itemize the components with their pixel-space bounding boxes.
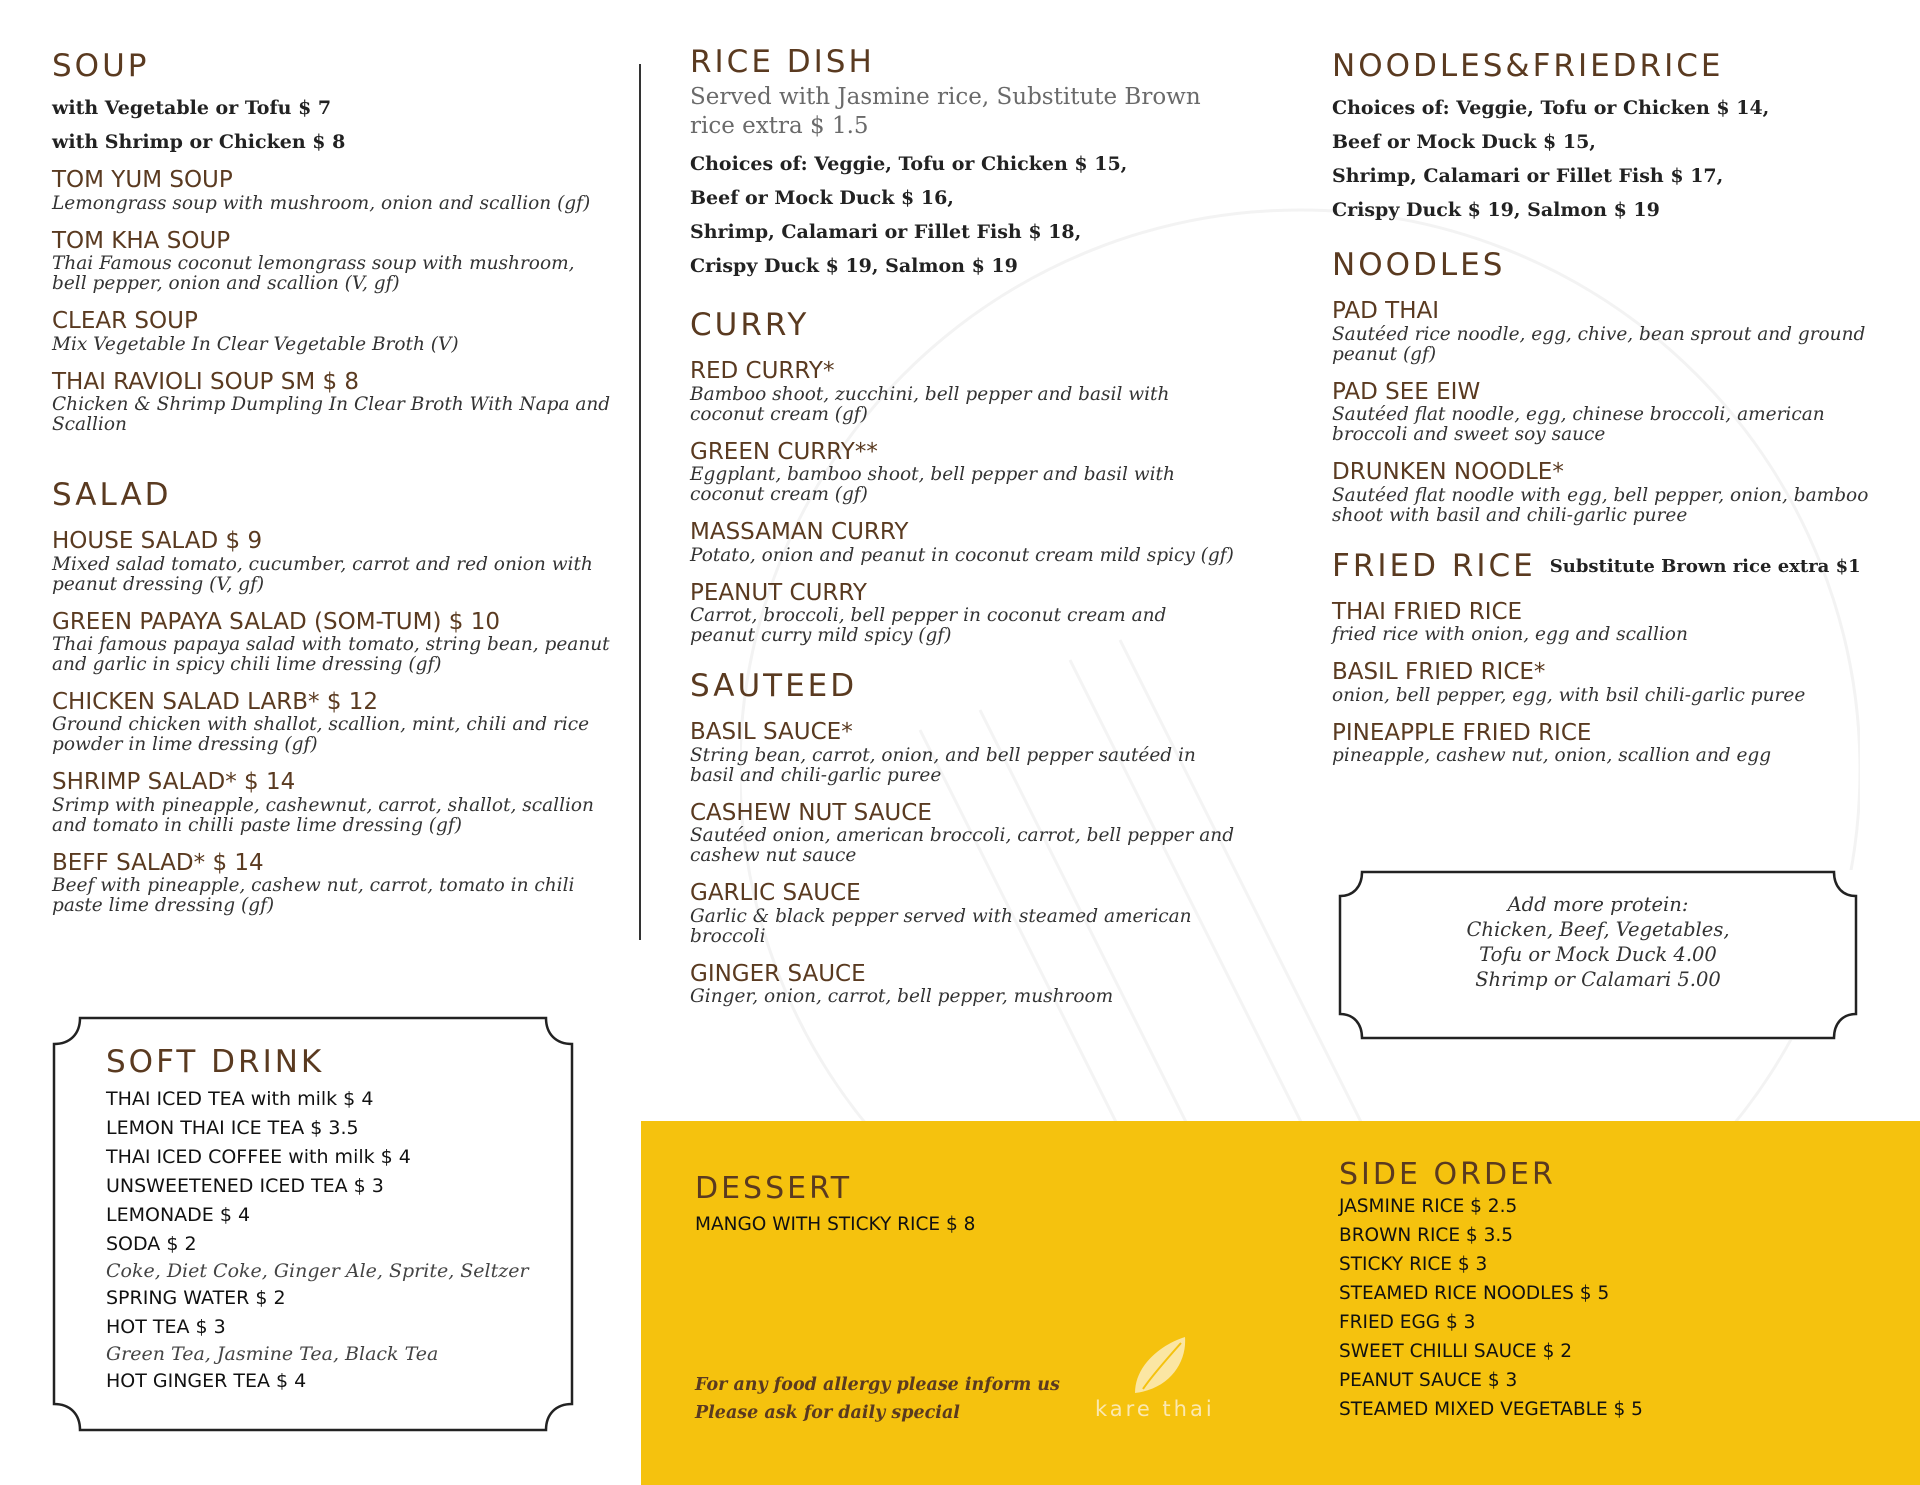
rice-dish-title: RICE DISH — [690, 44, 875, 80]
fried-rice-item — [1332, 720, 1902, 766]
drink-item: SPRING WATER $ 2 — [106, 1287, 286, 1310]
sauteed-item-desc: Sautéed onion, american broccoli, carrot, bell pepper and cashew nut sauce — [690, 825, 1235, 867]
side-order-item: STEAMED MIXED VEGETABLE $ 5 — [1339, 1399, 1643, 1420]
noodles-title: NOODLES — [1332, 247, 1506, 284]
side-order-item: SWEET CHILLI SAUCE $ 2 — [1339, 1341, 1573, 1362]
soup-item — [52, 167, 612, 213]
fried-rice-title: FRIED RICE — [1332, 547, 1536, 584]
soup-item — [52, 308, 612, 354]
logo-text: kare thai — [1095, 1397, 1215, 1421]
soup-item-name: TOM YUM SOUP — [52, 167, 233, 194]
soup-title: SOUP — [52, 48, 150, 84]
fried-rice-item-name: THAI FRIED RICE — [1332, 598, 1523, 625]
salad-item-desc: Ground chicken with shallot, scallion, mint, chili and rice powder in lime dressing (gf) — [52, 714, 590, 756]
salad-item — [52, 850, 612, 916]
drink-item: LEMON THAI ICE TEA $ 3.5 — [106, 1117, 359, 1140]
noodles-item-name: DRUNKEN NOODLE* — [1332, 459, 1564, 486]
salad-item-name: SHRIMP SALAD* $ 14 — [52, 769, 296, 796]
sauteed-title: SAUTEED — [690, 668, 858, 705]
salad-item-desc: Beef with pineapple, cashew nut, carrot, tomato in chili paste lime dressing (gf) — [52, 875, 575, 917]
salad-item-name: CHICKEN SALAD LARB* $ 12 — [52, 689, 379, 715]
salad-title: SALAD — [52, 476, 172, 513]
salad-item — [52, 528, 612, 594]
salad-item — [52, 769, 612, 835]
soup-item-name: TOM KHA SOUP — [52, 227, 231, 254]
curry-item-name: MASSAMAN CURRY — [690, 519, 909, 546]
sauteed-item-name: BASIL SAUCE* — [690, 719, 853, 746]
left-column — [52, 48, 612, 916]
drink-options: Green Tea, Jasmine Tea, Black Tea — [106, 1343, 439, 1366]
curry-item — [690, 358, 1235, 424]
sauteed-item-name: GARLIC SAUCE — [690, 880, 861, 907]
drink-item: THAI ICED COFFEE with milk $ 4 — [106, 1146, 411, 1169]
sauteed-item — [690, 880, 1235, 946]
soup-item-desc: Lemongrass soup with mushroom, onion and scallion (gf) — [52, 192, 591, 214]
soup-item-desc: Chicken & Shrimp Dumpling In Clear Broth With Napa and Scallion — [52, 393, 611, 435]
fried-rice-note: Substitute Brown rice extra $1 — [1549, 555, 1861, 577]
noodle-price-line: Choices of: Veggie, Tofu or Chicken $ 14, — [1332, 97, 1770, 120]
curry-items — [690, 358, 1235, 646]
drink-item: THAI ICED TEA with milk $ 4 — [106, 1088, 374, 1111]
side-order-title: SIDE ORDER — [1339, 1157, 1556, 1192]
curry-item — [690, 519, 1235, 565]
salad-item-desc: Thai famous papaya salad with tomato, string bean, peanut and garlic in spicy chili lime dressing (gf) — [52, 634, 610, 675]
curry-title: CURRY — [690, 307, 810, 344]
drink-item: LEMONADE $ 4 — [106, 1204, 251, 1227]
sauteed-item-desc: String bean, carrot, onion, and bell pepper sautéed in basil and chili-garlic puree — [690, 744, 1196, 786]
curry-item-name: RED CURRY* — [690, 358, 835, 385]
side-order-item: JASMINE RICE $ 2.5 — [1339, 1196, 1518, 1217]
salad-item-name: HOUSE SALAD $ 9 — [52, 528, 263, 555]
sauteed-item — [690, 719, 1235, 785]
noodles-fried-rice-title: NOODLES&FRIEDRICE — [1332, 48, 1724, 84]
protein-line: Shrimp or Calamari 5.00 — [1475, 968, 1721, 991]
drink-options: Coke, Diet Coke, Ginger Ale, Sprite, Seltzer — [106, 1260, 529, 1283]
side-order-item: BROWN RICE $ 3.5 — [1339, 1225, 1513, 1246]
soup-price-line: with Vegetable or Tofu $ 7 — [52, 97, 332, 120]
salad-item-name: GREEN PAPAYA SALAD (SOM-TUM) $ 10 — [52, 608, 500, 635]
soup-item-name: THAI RAVIOLI SOUP SM $ 8 — [52, 368, 360, 395]
noodles-item-desc: Sautéed rice noodle, egg, chive, bean sprout and ground peanut (gf) — [1332, 323, 1866, 365]
drink-item: SODA $ 2 — [106, 1233, 197, 1256]
side-order-item: FRIED EGG $ 3 — [1339, 1312, 1476, 1333]
fried-rice-item — [1332, 599, 1902, 645]
rice-dish-subtitle: Served with Jasmine rice, Substitute Brown rice extra $ 1.5 — [690, 84, 1201, 140]
right-column — [1332, 48, 1902, 766]
leaf-logo-icon — [1125, 1333, 1195, 1399]
fried-rice-item-desc: fried rice with onion, egg and scallion — [1332, 624, 1688, 646]
sauteed-item — [690, 961, 1235, 1007]
fried-rice-item-desc: pineapple, cashew nut, onion, scallion and egg — [1332, 745, 1772, 767]
curry-item-name: GREEN CURRY** — [690, 438, 878, 465]
middle-column — [690, 44, 1235, 1007]
sauteed-item-name: CASHEW NUT SAUCE — [690, 799, 932, 826]
salad-item-desc: Srimp with pineapple, cashewnut, carrot, shallot, scallion and tomato in chilli paste lime dressing (gf) — [52, 794, 594, 836]
noodles-item — [1332, 459, 1902, 525]
rice-price-line: Beef or Mock Duck $ 16, — [690, 187, 954, 210]
curry-item — [690, 439, 1235, 505]
noodles-items — [1332, 298, 1902, 525]
salad-item-desc: Mixed salad tomato, cucumber, carrot and red onion with peanut dressing (V, gf) — [52, 553, 593, 595]
noodle-price-line: Beef or Mock Duck $ 15, — [1332, 131, 1596, 154]
curry-item-desc: Eggplant, bamboo shoot, bell pepper and basil with coconut cream (gf) — [690, 464, 1175, 506]
sauteed-items — [690, 719, 1235, 1007]
soup-item — [52, 228, 612, 294]
protein-line: Tofu or Mock Duck 4.00 — [1479, 943, 1717, 966]
soup-item-desc: Mix Vegetable In Clear Vegetable Broth (V) — [52, 333, 459, 355]
fried-rice-item-name: BASIL FRIED RICE* — [1332, 659, 1546, 686]
bottom-band — [641, 1121, 1920, 1485]
curry-item — [690, 580, 1235, 646]
curry-item-desc: Bamboo shoot, zucchini, bell pepper and basil with coconut cream (gf) — [690, 383, 1170, 425]
noodles-item — [1332, 379, 1902, 445]
dessert-item: MANGO WITH STICKY RICE $ 8 — [695, 1214, 976, 1235]
salad-items — [52, 528, 612, 916]
fried-rice-item-name: PINEAPPLE FRIED RICE — [1332, 719, 1592, 746]
fried-rice-items — [1332, 599, 1902, 766]
noodles-item-name: PAD THAI — [1332, 298, 1440, 325]
soup-items — [52, 167, 612, 435]
drink-item: UNSWEETENED ICED TEA $ 3 — [106, 1175, 384, 1198]
soup-item — [52, 369, 612, 435]
fried-rice-item-desc: onion, bell pepper, egg, with bsil chili-garlic puree — [1332, 684, 1806, 706]
protein-line: Chicken, Beef, Vegetables, — [1466, 918, 1730, 941]
side-order-list — [1339, 1192, 1859, 1424]
curry-item-desc: Carrot, broccoli, bell pepper in coconut cream and peanut curry mild spicy (gf) — [690, 605, 1167, 647]
salad-item — [52, 609, 612, 675]
allergy-note: For any food allergy please inform us — [695, 1375, 1060, 1395]
fried-rice-item — [1332, 659, 1902, 705]
salad-item-name: BEFF SALAD* $ 14 — [52, 849, 264, 876]
sauteed-item-name: GINGER SAUCE — [690, 960, 866, 987]
noodle-price-line: Crispy Duck $ 19, Salmon $ 19 — [1332, 199, 1660, 222]
sauteed-item-desc: Garlic & black pepper served with steamed american broccoli — [690, 905, 1192, 947]
soft-drink-box — [52, 1016, 574, 1432]
sauteed-item — [690, 800, 1235, 866]
side-order-item: STEAMED RICE NOODLES $ 5 — [1339, 1283, 1610, 1304]
soup-price-line: with Shrimp or Chicken $ 8 — [52, 131, 346, 154]
drink-item: HOT GINGER TEA $ 4 — [106, 1370, 307, 1393]
sauteed-item-desc: Ginger, onion, carrot, bell pepper, mushroom — [690, 986, 1114, 1008]
noodles-item-desc: Sautéed flat noodle, egg, chinese broccoli, american broccoli and sweet soy sauce — [1332, 404, 1825, 446]
daily-special-note: Please ask for daily special — [695, 1403, 960, 1423]
salad-item — [52, 689, 612, 755]
soup-item-desc: Thai Famous coconut lemongrass soup with mushroom, bell pepper, onion and scallion (V, gf) — [52, 253, 575, 295]
rice-price-line: Crispy Duck $ 19, Salmon $ 19 — [690, 255, 1018, 278]
rice-price-line: Shrimp, Calamari or Fillet Fish $ 18, — [690, 221, 1082, 244]
noodles-item-name: PAD SEE EIW — [1332, 378, 1481, 405]
rice-price-line: Choices of: Veggie, Tofu or Chicken $ 15, — [690, 153, 1128, 176]
drink-item: HOT TEA $ 3 — [106, 1316, 226, 1339]
noodle-price-line: Shrimp, Calamari or Fillet Fish $ 17, — [1332, 165, 1724, 188]
side-order-item: PEANUT SAUCE $ 3 — [1339, 1370, 1518, 1391]
side-order-item: STICKY RICE $ 3 — [1339, 1254, 1488, 1275]
soft-drink-title: SOFT DRINK — [106, 1044, 325, 1080]
curry-item-name: PEANUT CURRY — [690, 579, 867, 606]
noodles-item — [1332, 298, 1902, 364]
drink-list — [106, 1085, 546, 1396]
protein-box — [1338, 870, 1858, 1040]
noodles-item-desc: Sautéed flat noodle with egg, bell pepper, onion, bamboo shoot with basil and chili-garlic puree — [1332, 484, 1869, 526]
soup-item-name: CLEAR SOUP — [52, 308, 198, 335]
column-divider — [639, 64, 641, 940]
dessert-title: DESSERT — [695, 1171, 853, 1206]
curry-item-desc: Potato, onion and peanut in coconut cream mild spicy (gf) — [690, 544, 1234, 566]
protein-line: Add more protein: — [1507, 893, 1689, 916]
